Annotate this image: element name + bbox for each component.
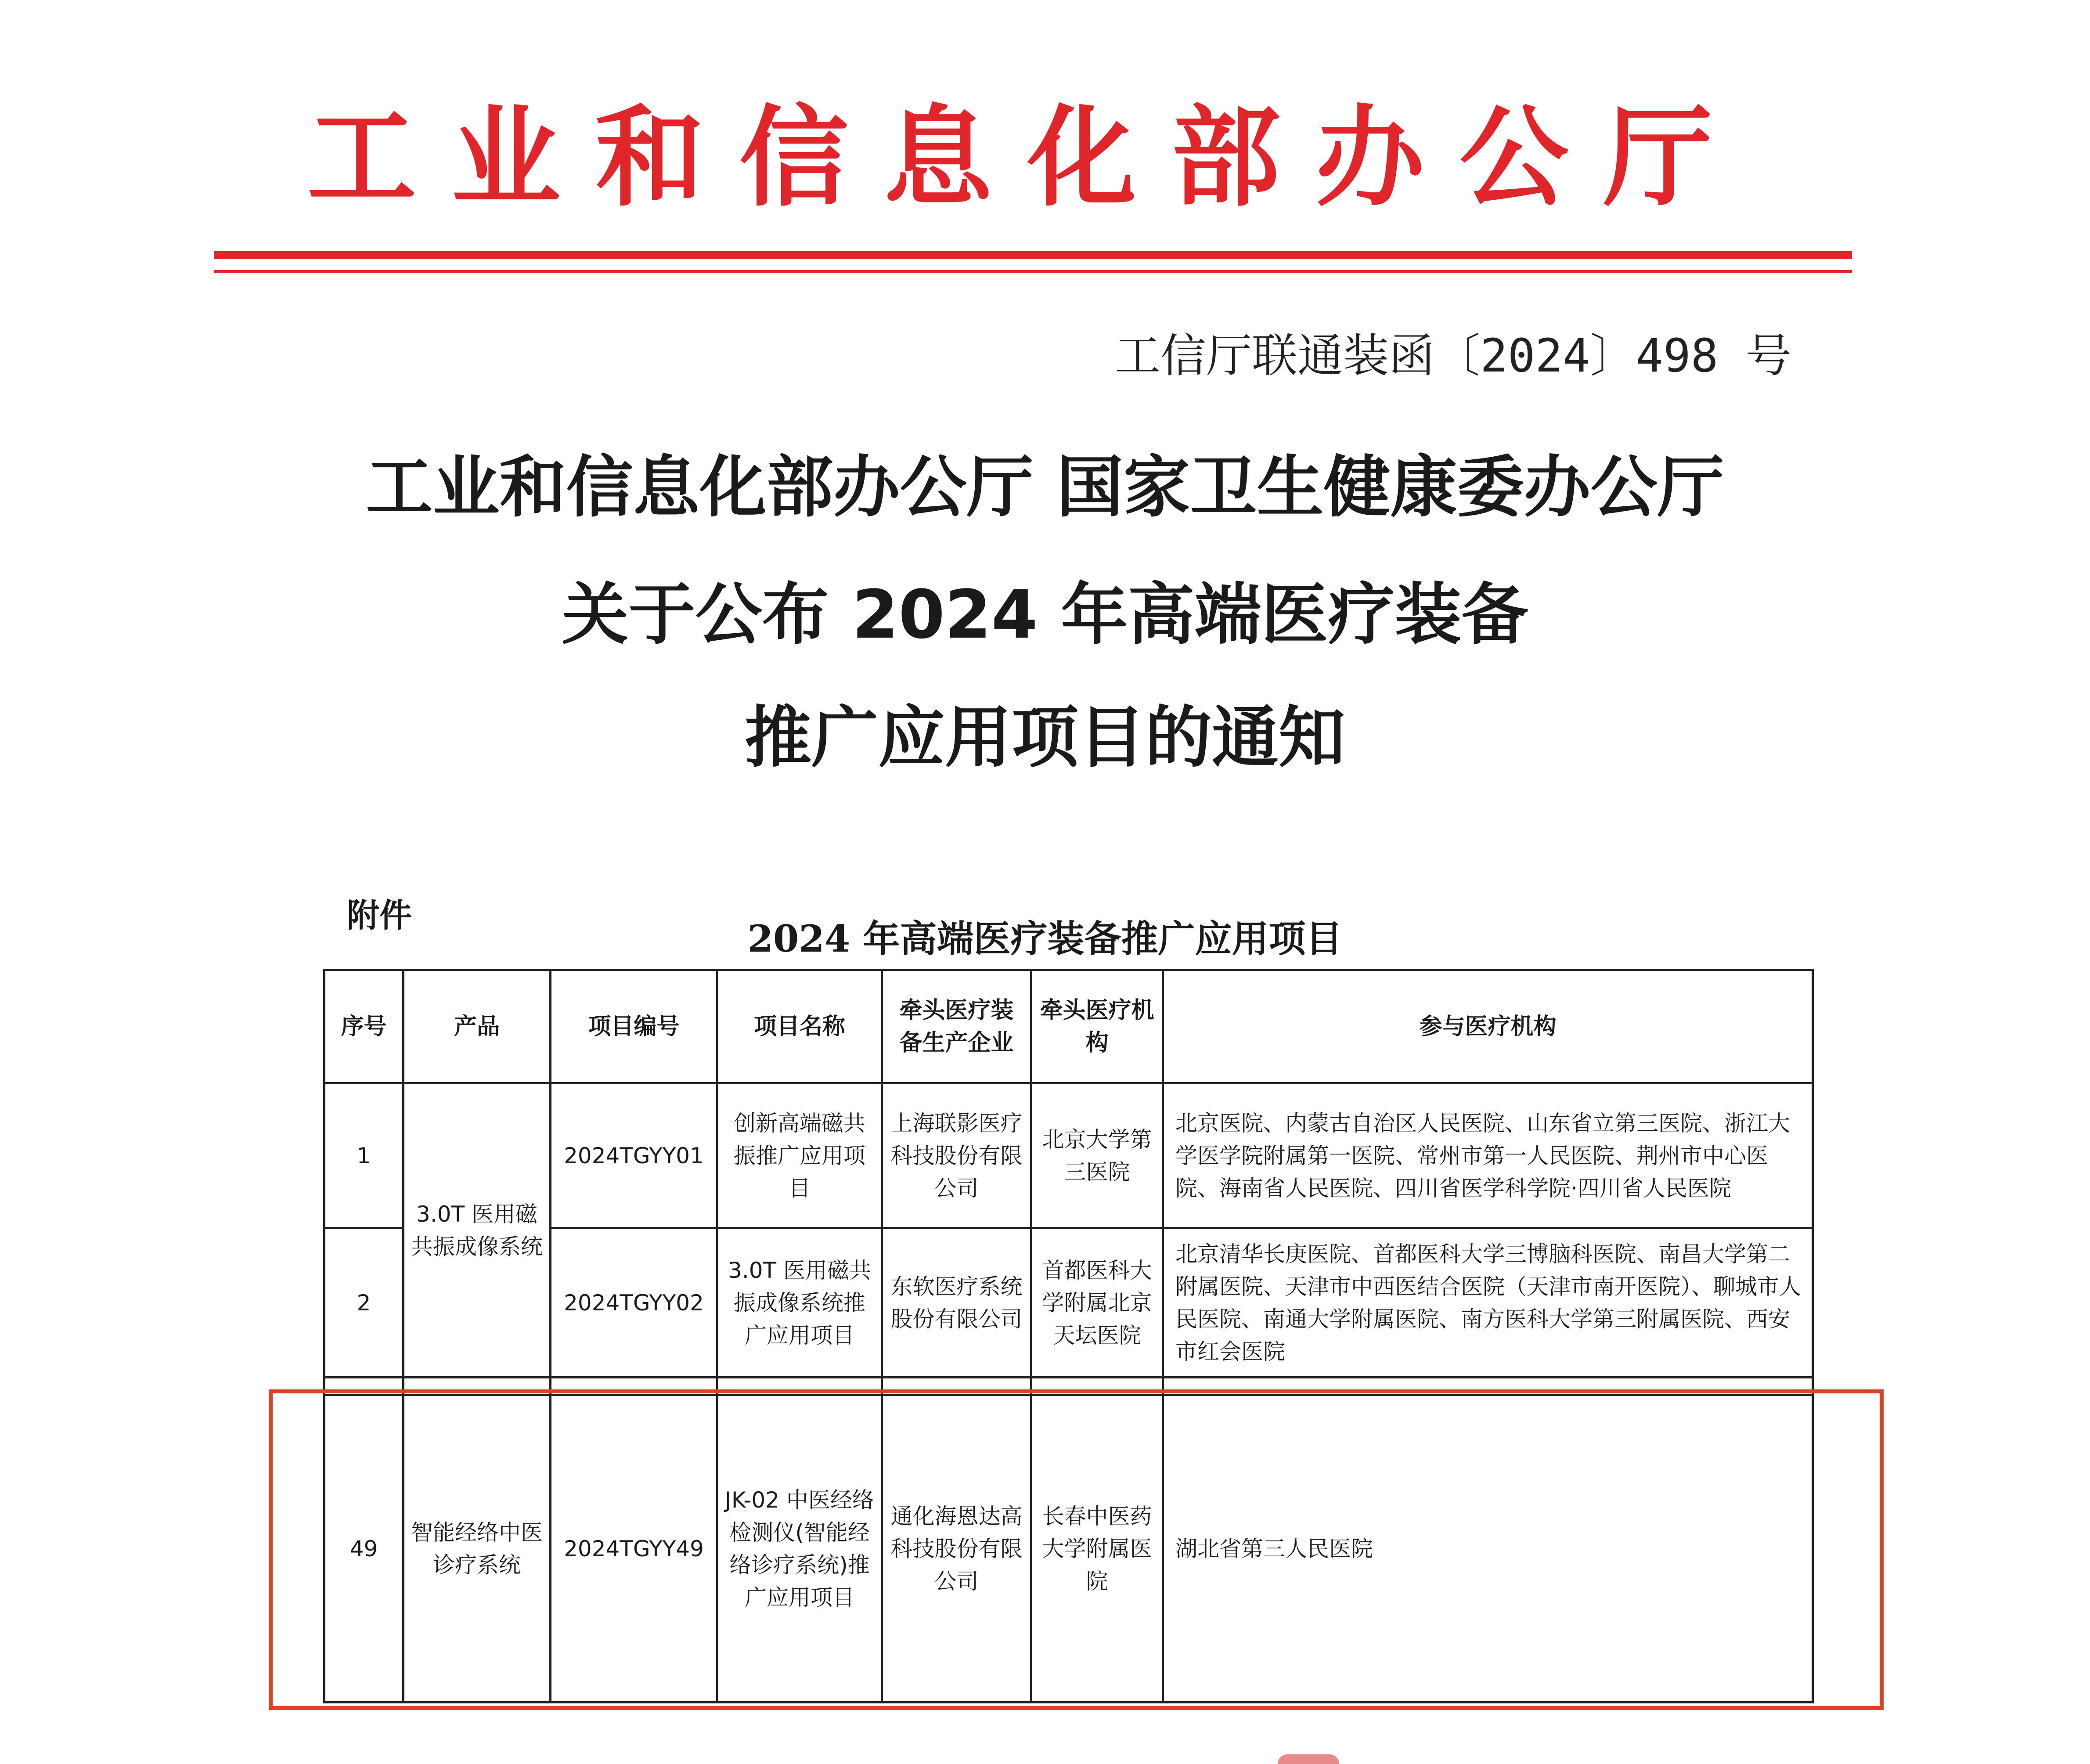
header-rule-thin (214, 270, 1852, 273)
gap-cell (551, 1378, 717, 1395)
gap-cell (1031, 1378, 1163, 1395)
org-header: 工业和信息化部办公厅 (307, 95, 1748, 221)
cell-participants: 北京医院、内蒙古自治区人民医院、山东省立第三医院、浙江大学医学院附属第一医院、常州市第一人民医院、荆州市中心医院、海南省人民医院、四川省医学科学院·四川省人民医院 (1163, 1083, 1813, 1228)
header-product: 产品 (404, 970, 551, 1083)
gap-cell (882, 1378, 1031, 1395)
cell-seq: 1 (324, 1083, 404, 1228)
gap-cell (404, 1378, 551, 1395)
cell-product: 3.0T 医用磁共振成像系统 (404, 1083, 551, 1378)
cell-code: 2024TGYY01 (551, 1083, 717, 1228)
gap-cell (717, 1378, 882, 1395)
cell-lead-company: 通化海恩达高科技股份有限公司 (882, 1395, 1031, 1703)
document-number: 工信厅联通装函〔2024〕498 号 (1115, 329, 1791, 382)
table-row (324, 1083, 1813, 1228)
header-lead-company: 牵头医疗装备生产企业 (882, 970, 1031, 1083)
cell-name: JK-02 中医经络检测仪(智能经络诊疗系统)推广应用项目 (717, 1395, 882, 1703)
cell-name: 创新高端磁共振推广应用项目 (717, 1083, 882, 1228)
gap-cell (1163, 1378, 1813, 1395)
cell-participants: 北京清华长庚医院、首都医科大学三博脑科医院、南昌大学第二附属医院、天津市中西医结合医院（天津市南开医院）、聊城市人民医院、南通大学附属医院、南方医科大学第三附属医院、西安市红会医院 (1163, 1228, 1813, 1378)
cell-lead-company: 东软医疗系统股份有限公司 (882, 1228, 1031, 1378)
gap-cell (324, 1378, 404, 1395)
cell-participants: 湖北省第三人民医院 (1163, 1395, 1813, 1703)
notice-title-line-2: 关于公布 2024 年高端医疗装备 (562, 576, 1528, 653)
cell-lead-institution: 首都医科大学附属北京天坛医院 (1031, 1228, 1163, 1378)
header-name: 项目名称 (717, 970, 882, 1083)
attachment-label: 附件 (347, 897, 412, 934)
notice-title-line-1: 工业和信息化部办公厅 国家卫生健康委办公厅 (366, 448, 1724, 526)
cell-lead-institution: 长春中医药大学附属医院 (1031, 1395, 1163, 1703)
cell-product: 智能经络中医诊疗系统 (404, 1395, 551, 1703)
table-title: 2024 年高端医疗装备推广应用项目 (747, 917, 1343, 960)
cell-name: 3.0T 医用磁共振成像系统推广应用项目 (717, 1228, 882, 1378)
header-lead-institution: 牵头医疗机构 (1031, 970, 1163, 1083)
cell-code: 2024TGYY49 (551, 1395, 717, 1703)
seal-fragment (1278, 1754, 1339, 1764)
header-code: 项目编号 (551, 970, 717, 1083)
cell-lead-institution: 北京大学第三医院 (1031, 1083, 1163, 1228)
projects-table (323, 969, 1814, 1703)
header-participants: 参与医疗机构 (1163, 970, 1813, 1083)
cell-seq: 49 (324, 1395, 404, 1703)
cell-seq: 2 (324, 1228, 404, 1378)
header-rule-thick (214, 251, 1852, 259)
table-row-highlighted (324, 1395, 1813, 1703)
notice-title-line-3: 推广应用项目的通知 (745, 699, 1345, 776)
table-header-row (324, 970, 1813, 1083)
header-seq: 序号 (324, 970, 404, 1083)
cell-lead-company: 上海联影医疗科技股份有限公司 (882, 1083, 1031, 1228)
table-row-gap (324, 1378, 1813, 1395)
cell-code: 2024TGYY02 (551, 1228, 717, 1378)
